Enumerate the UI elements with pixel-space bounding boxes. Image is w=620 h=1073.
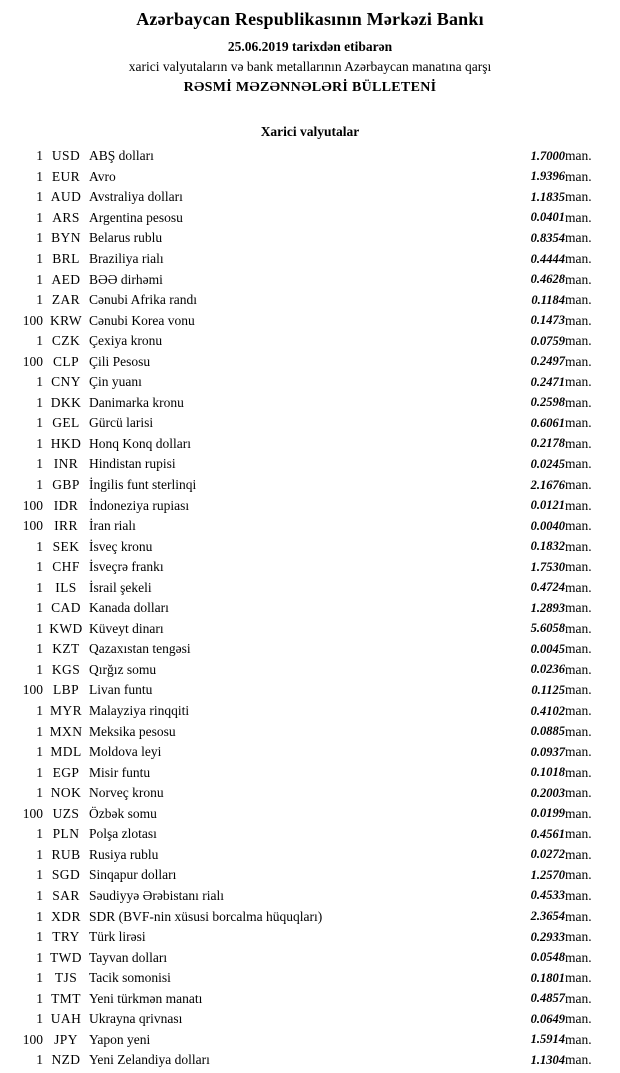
rate-row (11, 783, 609, 804)
rate-unit: man. (565, 887, 592, 903)
rate-unit: man. (565, 867, 592, 883)
currency-name: Cənubi Afrika randı (89, 292, 197, 308)
rate-quantity: 1 (36, 271, 43, 287)
currency-code: TJS (54, 970, 78, 986)
currency-name: Cənubi Korea vonu (89, 312, 195, 328)
rate-value: 0.0272 (530, 847, 565, 862)
rate-quantity: 1 (36, 148, 43, 164)
rate-value: 0.4444 (530, 251, 565, 266)
rate-unit: man. (565, 189, 592, 205)
rate-quantity: 1 (36, 661, 43, 677)
rate-quantity: 100 (22, 312, 43, 328)
currency-name: Yapon yeni (89, 1031, 151, 1047)
currency-code: HKD (50, 435, 82, 451)
rate-quantity: 1 (36, 785, 43, 801)
currency-name: Belarus rublu (89, 230, 163, 246)
rate-row (11, 639, 609, 660)
rate-unit: man. (565, 435, 592, 451)
currency-code: AUD (50, 189, 82, 205)
currency-name: ABŞ dolları (89, 148, 154, 164)
rate-quantity: 1 (36, 251, 43, 266)
rate-quantity: 1 (36, 641, 43, 657)
currency-name: Rusiya rublu (89, 846, 159, 862)
currency-name: BƏƏ dirhəmi (89, 271, 163, 287)
rate-row (11, 1030, 609, 1051)
rate-value: 0.2598 (530, 395, 565, 410)
rate-row (11, 536, 609, 557)
rate-row (11, 968, 609, 989)
rate-row (11, 310, 609, 331)
rate-unit: man. (565, 456, 592, 472)
currency-name: İndoneziya rupiası (89, 497, 190, 513)
rate-row (11, 762, 609, 783)
rate-value: 0.0040 (530, 518, 565, 533)
currency-name: İsveç kronu (89, 538, 153, 554)
currency-code: KGS (51, 661, 81, 677)
rate-quantity: 1 (36, 538, 43, 554)
rate-quantity: 1 (36, 949, 43, 965)
rate-unit: man. (565, 620, 592, 636)
currency-code: BRL (52, 251, 80, 266)
currency-name: Norveç kronu (89, 785, 164, 801)
currency-name: Meksika pesosu (89, 723, 176, 739)
rate-value: 0.0199 (530, 806, 565, 821)
rate-quantity: 1 (36, 579, 43, 595)
rate-value: 0.0236 (530, 662, 565, 677)
rate-row (11, 495, 609, 516)
currency-name: Kanada dolları (89, 600, 169, 616)
rate-quantity: 1 (36, 1011, 43, 1027)
rate-unit: man. (565, 723, 592, 739)
currency-code: CHF (52, 559, 80, 575)
rate-row (11, 988, 609, 1009)
rate-value: 0.0885 (530, 724, 565, 739)
rate-value: 0.0649 (530, 1011, 565, 1026)
rate-value: 0.1018 (530, 765, 565, 780)
currency-code: LBP (53, 682, 79, 698)
rate-unit: man. (565, 251, 592, 266)
rate-quantity: 1 (36, 723, 43, 739)
currency-name: Küveyt dinarı (89, 620, 164, 636)
currency-name: Türk lirəsi (89, 929, 146, 945)
rate-value: 0.0937 (530, 744, 565, 759)
rate-row (11, 1050, 609, 1071)
rate-quantity: 1 (36, 168, 43, 184)
rate-quantity: 100 (22, 1031, 43, 1047)
rate-value: 1.5914 (530, 1032, 565, 1047)
rate-value: 0.8354 (530, 230, 565, 245)
rate-quantity: 1 (36, 1052, 43, 1068)
currency-code: UAH (50, 1011, 82, 1027)
rate-value: 0.0045 (530, 641, 565, 656)
rate-quantity: 1 (36, 846, 43, 862)
rate-quantity: 1 (36, 600, 43, 616)
rate-value: 1.2893 (530, 600, 565, 615)
rate-unit: man. (565, 168, 592, 184)
currency-code: GEL (52, 415, 80, 431)
rate-value: 0.1473 (530, 313, 565, 328)
rate-unit: man. (565, 929, 592, 945)
rate-quantity: 1 (36, 744, 43, 760)
rate-value: 1.9396 (530, 169, 565, 184)
rate-quantity: 1 (36, 477, 43, 493)
currency-name: Polşa zlotası (89, 826, 157, 842)
rate-quantity: 1 (36, 394, 43, 410)
rate-unit: man. (565, 805, 592, 821)
rate-unit: man. (565, 1011, 592, 1027)
rate-unit: man. (565, 538, 592, 554)
rate-quantity: 1 (36, 970, 43, 986)
rate-row (11, 269, 609, 290)
currency-code: BYN (51, 230, 81, 246)
rate-value: 0.0245 (530, 456, 565, 471)
rate-quantity: 1 (36, 374, 43, 390)
currency-code: SEK (52, 538, 80, 554)
currency-code: INR (53, 456, 79, 472)
rate-unit: man. (565, 374, 592, 390)
currency-code: CAD (51, 600, 81, 616)
rate-row (11, 742, 609, 763)
bulletin-title: RƏSMİ MƏZƏNNƏLƏRİ BÜLLETENİ (183, 80, 437, 95)
rate-unit: man. (565, 785, 592, 801)
currency-name: İran rialı (89, 518, 136, 534)
currency-code: ARS (52, 209, 80, 225)
rate-value: 0.4102 (530, 703, 565, 718)
currency-code: TRY (52, 929, 80, 945)
currency-name: Moldova leyi (89, 744, 162, 760)
rate-value: 2.3654 (530, 909, 565, 923)
currency-code: RUB (51, 846, 81, 862)
currency-code: KRW (50, 312, 82, 328)
rate-unit: man. (565, 148, 592, 164)
rate-value: 0.4561 (530, 826, 565, 841)
rate-unit: man. (565, 333, 592, 349)
rate-value: 0.1801 (530, 970, 565, 985)
currency-code: ILS (55, 579, 77, 595)
section-title-foreign-currencies: Xarici valyutalar (260, 124, 360, 139)
rate-row (11, 290, 609, 311)
rate-value: 0.0759 (530, 333, 565, 348)
rate-row (11, 187, 609, 208)
rate-unit: man. (565, 312, 592, 328)
rate-quantity: 1 (36, 209, 43, 225)
rate-unit: man. (565, 477, 592, 493)
rate-row (11, 434, 609, 455)
rate-unit: man. (565, 764, 592, 780)
rate-unit: man. (565, 846, 592, 862)
rate-quantity: 1 (36, 703, 43, 719)
rate-unit: man. (565, 990, 592, 1006)
rate-unit: man. (565, 292, 592, 308)
currency-code: MDL (50, 744, 82, 760)
rate-row (11, 680, 609, 701)
rate-row (11, 824, 609, 845)
rate-value: 1.1304 (530, 1052, 565, 1067)
rate-row (11, 372, 609, 393)
currency-code: IDR (53, 497, 79, 513)
rate-unit: man. (565, 353, 592, 369)
rate-quantity: 1 (36, 908, 43, 924)
currency-name: Tacik somonisi (89, 970, 171, 986)
effective-date-line: 25.06.2019 tarixdən etibarən (227, 39, 393, 54)
rate-quantity: 1 (36, 559, 43, 575)
currency-name: İsrail şekeli (89, 579, 152, 595)
rate-unit: man. (565, 271, 592, 287)
rate-row (11, 577, 609, 598)
rate-quantity: 1 (36, 887, 43, 903)
rate-unit: man. (565, 559, 592, 575)
rate-quantity: 100 (22, 497, 43, 513)
currency-code: TMT (51, 990, 81, 1006)
rate-quantity: 100 (22, 518, 43, 534)
currency-name: Malayziya rinqqiti (89, 703, 190, 719)
currency-name: Avstraliya dolları (89, 189, 183, 205)
currency-name: Braziliya rialı (89, 251, 164, 266)
rate-value: 0.0121 (530, 498, 565, 513)
rate-quantity: 1 (36, 230, 43, 246)
rate-quantity: 100 (22, 682, 43, 698)
currency-code: PLN (52, 826, 80, 842)
rate-value: 0.1832 (530, 539, 565, 554)
rate-row (11, 804, 609, 825)
rate-value: 0.0401 (530, 210, 565, 225)
rate-row (11, 208, 609, 229)
rate-quantity: 1 (36, 333, 43, 349)
rate-row (11, 947, 609, 968)
currency-code: CNY (51, 374, 81, 390)
currency-code: GBP (52, 477, 80, 493)
rate-row (11, 475, 609, 496)
currency-code: TWD (50, 949, 82, 965)
rate-value: 0.2003 (530, 785, 565, 800)
rate-unit: man. (565, 230, 592, 246)
rate-unit: man. (565, 641, 592, 657)
rate-unit: man. (565, 703, 592, 719)
rate-row (11, 351, 609, 372)
currency-code: MXN (49, 723, 83, 739)
rate-unit: man. (565, 826, 592, 842)
currency-name: Çexiya kronu (89, 333, 163, 349)
rate-unit: man. (565, 209, 592, 225)
currency-name: Səudiyyə Ərəbistanı rialı (89, 887, 224, 903)
rate-value: 0.2933 (530, 929, 565, 944)
bank-title: Azərbaycan Respublikasının Mərkəzi Bankı (136, 9, 484, 29)
rate-quantity: 1 (36, 867, 43, 883)
currency-name: SDR (BVF-nin xüsusi borcalma hüquqları) (89, 908, 323, 924)
currency-code: KZT (52, 641, 80, 657)
rate-value: 5.6058 (530, 621, 565, 636)
rate-quantity: 1 (36, 292, 43, 308)
currency-name: Argentina pesosu (89, 209, 183, 225)
rate-quantity: 1 (36, 620, 43, 636)
rate-value: 1.7530 (530, 559, 565, 574)
rate-row (11, 228, 609, 249)
rate-value: 2.1676 (530, 477, 565, 492)
rate-unit: man. (565, 949, 592, 965)
rate-unit: man. (565, 1052, 592, 1068)
currency-code: DKK (50, 394, 82, 410)
rate-quantity: 1 (36, 435, 43, 451)
rate-value: 0.4857 (530, 991, 565, 1006)
rate-row (11, 249, 609, 270)
currency-code: NOK (50, 785, 82, 801)
rate-value: 0.1125 (531, 682, 565, 697)
currency-name: Yeni Zelandiya dolları (89, 1052, 210, 1068)
currency-name: Özbək somu (89, 805, 157, 821)
currency-code: USD (51, 148, 81, 164)
rate-quantity: 100 (22, 353, 43, 369)
currency-code: XDR (51, 908, 81, 924)
currency-name: Avro (89, 168, 116, 184)
currency-name: Livan funtu (89, 682, 153, 698)
rate-row (11, 413, 609, 434)
currency-code: EGP (52, 764, 80, 780)
rate-value: 0.4628 (530, 272, 565, 287)
currency-code: AED (51, 271, 81, 287)
currency-code: CLP (53, 353, 79, 369)
rate-unit: man. (565, 579, 592, 595)
rate-quantity: 1 (36, 415, 43, 431)
currency-name: Tayvan dolları (89, 949, 168, 965)
rate-row (11, 906, 609, 927)
currency-name: Qazaxıstan tengəsi (89, 641, 191, 657)
rate-value: 0.0548 (530, 950, 565, 965)
currency-name: Gürcü larisi (89, 415, 154, 431)
currency-name: Hindistan rupisi (89, 456, 176, 472)
rate-unit: man. (565, 908, 592, 924)
rate-quantity: 1 (36, 990, 43, 1006)
rate-row (11, 865, 609, 886)
rate-quantity: 1 (36, 456, 43, 472)
rate-value: 0.6061 (530, 415, 565, 430)
rate-unit: man. (565, 518, 592, 534)
rate-quantity: 100 (22, 805, 43, 821)
rate-value: 1.1835 (530, 189, 565, 204)
currency-code: KWD (49, 620, 83, 636)
currency-name: Honq Konq dolları (89, 435, 191, 451)
rate-quantity: 1 (36, 764, 43, 780)
currency-name: Sinqapur dolları (89, 867, 177, 883)
rate-unit: man. (565, 970, 592, 986)
rate-value: 0.4533 (530, 888, 565, 903)
rate-unit: man. (565, 661, 592, 677)
rate-row (11, 927, 609, 948)
rate-value: 1.2570 (530, 867, 565, 882)
currency-code: NZD (51, 1052, 81, 1068)
currency-name: Yeni türkmən manatı (89, 990, 203, 1006)
rate-value: 0.2497 (530, 354, 565, 369)
currency-name: İsveçrə frankı (89, 559, 164, 575)
rate-row (11, 598, 609, 619)
rate-row (11, 1009, 609, 1030)
rate-row (11, 886, 609, 907)
rate-unit: man. (565, 497, 592, 513)
rate-unit: man. (565, 744, 592, 760)
rate-row (11, 845, 609, 866)
rate-quantity: 1 (36, 826, 43, 842)
rate-row (11, 619, 609, 640)
rate-quantity: 1 (36, 929, 43, 945)
rate-row (11, 331, 609, 352)
currency-name: Çili Pesosu (89, 353, 151, 369)
currency-name: Qırğız somu (89, 661, 157, 677)
rate-row (11, 557, 609, 578)
rate-value: 1.7000 (530, 148, 565, 163)
rate-unit: man. (565, 415, 592, 431)
currency-code: MYR (50, 703, 82, 719)
document-header (0, 0, 620, 96)
rate-unit: man. (565, 600, 592, 616)
currency-name: İngilis funt sterlinqi (89, 477, 197, 493)
document-subtitle: xarici valyutaların və bank metallarının Azərbaycan manatına qarşı (128, 59, 492, 74)
currency-name: Danimarka kronu (89, 394, 184, 410)
rate-row (11, 701, 609, 722)
rate-quantity: 1 (36, 189, 43, 205)
rate-row (11, 454, 609, 475)
rate-unit: man. (565, 682, 592, 698)
rate-value: 0.2178 (530, 436, 565, 451)
currency-code: ZAR (51, 292, 81, 308)
currency-code: SGD (51, 867, 81, 883)
currency-name: Ukrayna qrivnası (89, 1011, 183, 1027)
rate-row (11, 516, 609, 537)
currency-code: CZK (51, 333, 81, 349)
currency-code: SAR (52, 887, 80, 903)
currency-code: UZS (52, 805, 80, 821)
rate-row (11, 393, 609, 414)
rate-unit: man. (565, 1031, 592, 1047)
rate-row (11, 167, 609, 188)
rate-unit: man. (565, 394, 592, 410)
currency-code: EUR (51, 168, 81, 184)
rate-value: 0.4724 (530, 580, 565, 595)
rate-value: 0.1184 (531, 292, 565, 307)
currency-name: Çin yuanı (89, 374, 142, 390)
currency-code: JPY (54, 1031, 78, 1047)
currency-name: Misir funtu (89, 764, 151, 780)
rate-row (11, 146, 609, 167)
rate-row (11, 721, 609, 742)
exchange-rates-table (11, 146, 609, 1071)
rate-row (11, 660, 609, 681)
exchange-rates-body (11, 146, 609, 1071)
rate-value: 0.2471 (530, 374, 565, 389)
currency-code: IRR (54, 518, 78, 534)
